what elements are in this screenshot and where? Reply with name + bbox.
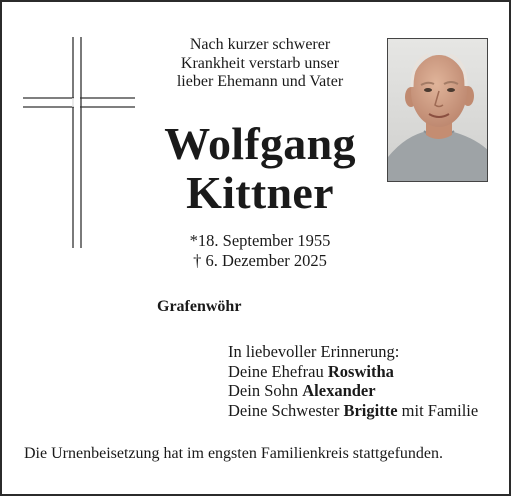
wife-name: Roswitha bbox=[327, 361, 394, 381]
death-date: † 6. Dezember 2025 bbox=[193, 251, 327, 270]
intro-line-2: Krankheit verstarb unser bbox=[180, 54, 340, 72]
mourners-heading: In liebevoller Erinnerung: bbox=[228, 342, 400, 361]
sister-relation: Deine Schwester bbox=[228, 400, 340, 420]
mourner-sister bbox=[228, 401, 478, 421]
sister-suffix: mit Familie bbox=[401, 400, 479, 420]
mourner-wife bbox=[228, 362, 478, 382]
deceased-last-name: Kittner bbox=[186, 167, 334, 218]
mourners-list bbox=[228, 342, 478, 420]
sister-name: Brigitte bbox=[343, 400, 398, 420]
intro-text bbox=[142, 36, 378, 92]
portrait-illustration bbox=[388, 39, 488, 182]
burial-note: Die Urnenbeisetzung hat im engsten Familienkreis stattgefunden. bbox=[24, 445, 443, 462]
life-dates bbox=[142, 231, 378, 271]
cross-icon bbox=[23, 37, 135, 251]
deceased-first-name: Wolfgang bbox=[164, 118, 356, 169]
intro-line-1: Nach kurzer schwerer bbox=[189, 36, 331, 53]
place-name: Grafenwöhr bbox=[157, 298, 242, 315]
portrait-photo bbox=[387, 38, 488, 182]
son-name: Alexander bbox=[302, 381, 376, 400]
mourner-son bbox=[228, 381, 478, 401]
intro-line-3: lieber Ehemann und Vater bbox=[176, 73, 344, 90]
birth-date: *18. September 1955 bbox=[189, 231, 331, 250]
son-relation: Dein Sohn bbox=[228, 381, 299, 400]
wife-relation: Deine Ehefrau bbox=[228, 361, 324, 381]
